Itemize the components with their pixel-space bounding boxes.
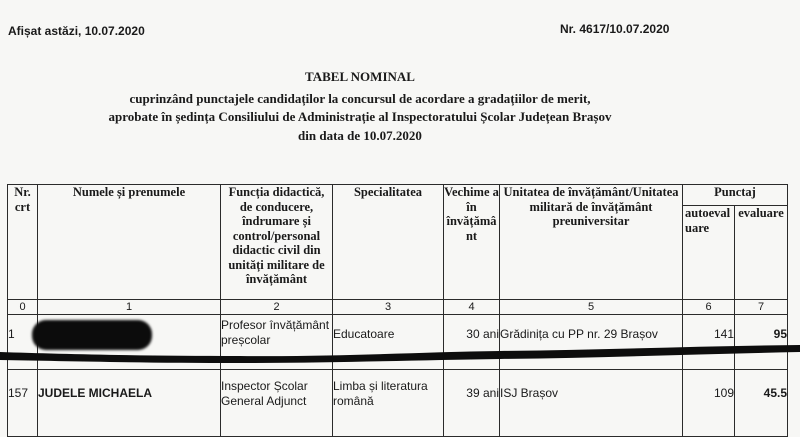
- posted-date: Afișat astăzi, 10.07.2020: [8, 24, 145, 38]
- cell-self-eval: 141: [683, 315, 735, 370]
- index-cell: 0: [8, 300, 38, 315]
- index-cell: 2: [221, 300, 333, 315]
- cell-self-eval: 109: [683, 370, 735, 437]
- index-cell: 4: [444, 300, 500, 315]
- cell-specialty: Limba și literatura română: [333, 370, 444, 437]
- document-title: TABEL NOMINAL: [305, 69, 415, 84]
- header-function: Funcția didactică, de conducere, îndrumare și control/personal didactic civil din unități militare de învățământ: [221, 185, 333, 300]
- cell-function: Profesor învățământ preșcolar: [221, 315, 333, 370]
- header-self-eval: autoeval uare: [683, 206, 735, 300]
- header-nr: Nr. crt: [8, 185, 38, 300]
- title-line-2: cuprinzând punctajele candidaților la concursul de acordare a gradațiilor de merit,: [129, 90, 591, 106]
- cell-unit: Grădinița cu PP nr. 29 Brașov: [500, 315, 683, 370]
- cell-nr: 157: [8, 370, 38, 437]
- header-eval: evaluare: [735, 206, 788, 300]
- cell-unit: ISJ Brașov: [500, 370, 683, 437]
- header-specialty: Specialitatea: [333, 185, 444, 300]
- title-line-4: din data de 10.07.2020: [298, 127, 422, 143]
- document-number: Nr. 4617/10.07.2020: [560, 22, 670, 36]
- index-cell: 6: [683, 300, 735, 315]
- index-cell: 7: [735, 300, 788, 315]
- cell-specialty: Educatoare: [333, 315, 444, 370]
- header-unit: Unitatea de învățământ/Unitatea militară de învățământ preuniversitar: [500, 185, 683, 300]
- header-score: Punctaj: [683, 185, 788, 206]
- index-cell: 3: [333, 300, 444, 315]
- cell-eval: 95: [735, 315, 788, 370]
- cell-function: Inspector Școlar General Adjunct: [221, 370, 333, 437]
- header-seniority: Vechime a în învățămâ nt: [444, 185, 500, 300]
- cell-name: JUDELE MICHAELA: [38, 370, 221, 437]
- index-cell: 5: [500, 300, 683, 315]
- cell-seniority: 39 ani: [444, 370, 500, 437]
- cell-eval: 45.5: [735, 370, 788, 437]
- index-cell: 1: [38, 300, 221, 315]
- cell-nr: 1: [8, 315, 38, 370]
- header-name: Numele și prenumele: [38, 185, 221, 300]
- cell-seniority: 30 ani: [444, 315, 500, 370]
- title-line-3: aprobate în ședința Consiliului de Administrație al Inspectoratului Școlar Județean Brașov: [108, 109, 612, 124]
